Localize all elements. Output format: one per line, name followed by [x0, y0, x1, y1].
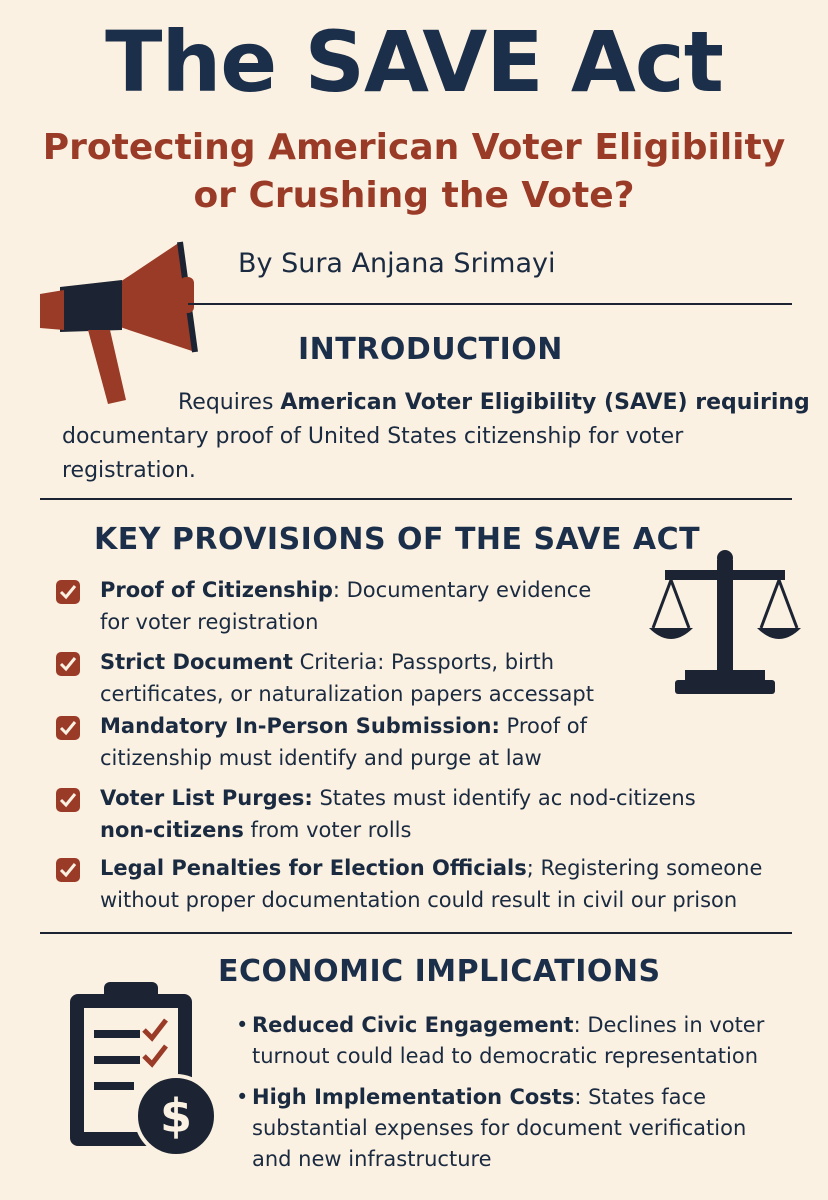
dollar-coin-icon	[136, 1076, 216, 1156]
provision-item: Voter List Purges: States must identify ac nod-citizens non-citizens from voter rolls	[56, 782, 796, 846]
key-provisions-heading: KEY PROVISIONS OF THE SAVE ACT	[94, 522, 701, 557]
page-title: The SAVE Act	[105, 13, 723, 111]
subtitle-line-1: Protecting American Voter Eligibility	[42, 127, 786, 168]
economic-item: • Reduced Civic Engagement: Declines in voter turnout could lead to democratic representation	[236, 1013, 765, 1068]
intro-line-3: registration.	[62, 458, 196, 483]
subtitle-line-2: or Crushing the Vote?	[193, 175, 635, 216]
intro-line-1: Requires American Voter Eligibility (SAVE) requiring	[178, 390, 810, 415]
megaphone-icon	[30, 232, 205, 412]
divider	[40, 932, 792, 934]
clipboard-checklist-icon	[60, 972, 230, 1162]
provision-item: Legal Penalties for Election Officials; Registering someone without proper documentation could result in civil our prison	[56, 852, 796, 916]
divider	[40, 498, 792, 500]
introduction-heading: INTRODUCTION	[298, 332, 563, 367]
checkbox-checked-icon	[56, 716, 80, 740]
subtitle	[0, 124, 828, 220]
provision-item: Proof of Citizenship: Documentary evidence for voter registration	[56, 574, 796, 638]
intro-line-2: documentary proof of United States citizenship for voter	[62, 424, 684, 449]
provision-item: Strict Document Criteria: Passports, birth certificates, or naturalization papers accessapt	[56, 646, 796, 710]
dollar-symbol: $	[159, 1089, 193, 1143]
byline: By Sura Anjana Srimayi	[238, 248, 556, 279]
checkbox-checked-icon	[56, 652, 80, 676]
divider	[188, 303, 792, 305]
introduction-text	[62, 386, 812, 488]
checkbox-checked-icon	[56, 858, 80, 882]
economic-item: • High Implementation Costs: States face substantial expenses for document verification and new infrastructure	[236, 1085, 747, 1171]
economic-implications-heading: ECONOMIC IMPLICATIONS	[218, 954, 661, 989]
provision-item: Mandatory In-Person Submission: Proof of citizenship must identify and purge at law	[56, 710, 796, 774]
checkbox-checked-icon	[56, 788, 80, 812]
checkbox-checked-icon	[56, 580, 80, 604]
